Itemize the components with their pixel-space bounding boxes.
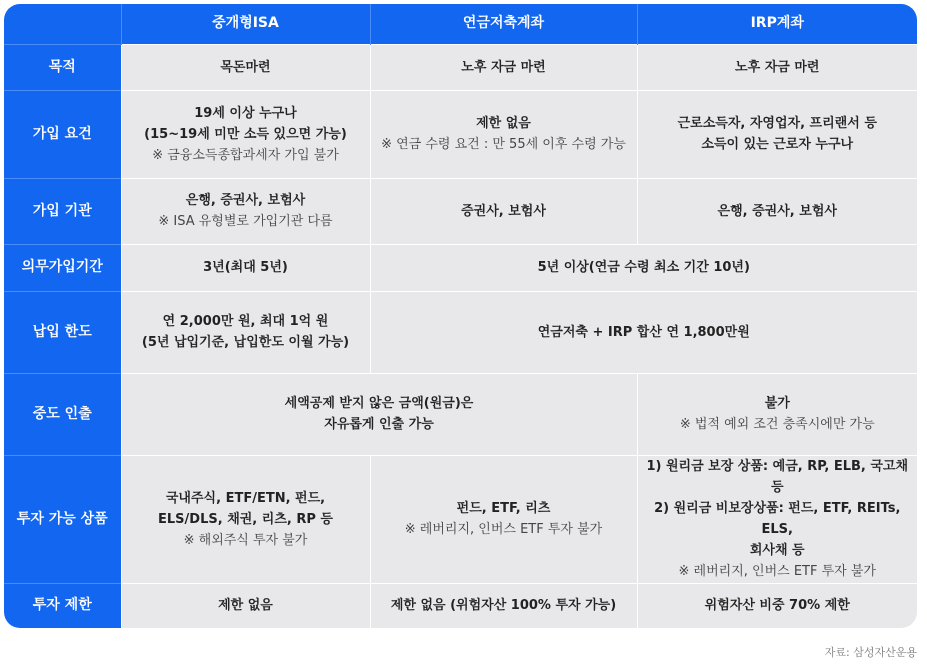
cell-note: ※ 레버리지, 인버스 ETF 투자 불가 [404,522,603,537]
cell [121,178,370,244]
cell [121,44,370,90]
row-withdrawal [4,373,917,455]
cell [121,583,370,628]
cell [370,583,637,628]
cell [121,244,370,291]
cell-text: 회사채 등 [749,543,805,558]
cell [637,44,917,90]
cell-text: 제한 없음 (위험자산 100% 투자 가능) [390,598,617,614]
header-corner [4,4,121,44]
cell-text: 노후 자금 마련 [735,59,820,75]
row-purpose [4,44,917,90]
header-pension-savings: 연금저축계좌 [370,4,637,44]
cell [370,44,637,90]
header-row [4,4,917,44]
cell [121,291,370,373]
cell-note: ※ ISA 유형별로 가입기관 다름 [158,214,333,229]
row-contribution-limit [4,291,917,373]
cell-text: 위험자산 비중 70% 제한 [704,598,850,614]
account-comparison-table [4,4,917,628]
cell-text: 연 2,000만 원, 최대 1억 원 [162,314,329,329]
cell [637,90,917,178]
cell-text: 은행, 증권사, 보험사 [717,203,837,219]
row-label: 의무가입기간 [4,244,121,291]
source-note: 자료: 삼성자산운용 [824,646,917,659]
cell [121,90,370,178]
cell-note: ※ 금융소득종합과세자 가입 불가 [152,147,339,163]
cell-note: ※ 법적 예외 조건 충족시에만 가능 [679,417,875,432]
cell [121,455,370,583]
cell-text: 1) 원리금 보장 상품: 예금, RP, ELB, 국고채 등 [646,459,909,495]
cell-text: 3년(최대 5년) [203,260,288,275]
row-investable-products [4,455,917,583]
row-mandatory-period [4,244,917,291]
cell-note: ※ 연금 수령 요건 : 만 55세 이후 수령 가능 [381,137,626,152]
cell-text: 19세 이상 누구나 [194,105,297,121]
row-label: 투자 가능 상품 [4,455,121,583]
cell-text: (15~19세 미만 소득 있으면 가능) [144,126,347,142]
cell-text: 자유롭게 인출 가능 [324,417,434,432]
cell-text: 소득이 있는 근로자 누구나 [701,137,854,152]
row-label: 투자 제한 [4,583,121,628]
cell-text: 국내주식, ETF/ETN, 펀드, [165,490,326,506]
row-label: 납입 한도 [4,291,121,373]
cell-text: 은행, 증권사, 보험사 [185,193,306,208]
row-label: 가입 기관 [4,178,121,244]
cell [637,178,917,244]
row-investment-limit [4,583,917,628]
cell [370,178,637,244]
cell-merged [121,373,637,455]
row-label: 가입 요건 [4,90,121,178]
cell-text: 연금저축 + IRP 합산 연 1,800만원 [537,324,750,340]
cell-text: 세액공제 받지 않은 금액(원금)은 [284,396,474,411]
cell-merged [370,291,917,373]
header-irp: IRP계좌 [637,4,917,44]
comparison-table-container [4,4,917,628]
cell [370,90,637,178]
row-label: 중도 인출 [4,373,121,455]
cell-text: 펀드, ETF, 리츠 [456,501,551,516]
cell-text: 증권사, 보험사 [461,203,546,219]
cell-note: ※ 레버리지, 인버스 ETF 투자 불가 [678,564,876,579]
cell-merged [370,244,917,291]
cell [370,455,637,583]
cell-text: 제한 없음 [476,116,531,131]
cell-note: ※ 해외주식 투자 불가 [183,532,308,548]
cell-text: ELS/DLS, 채권, 리츠, RP 등 [158,511,333,527]
cell [637,583,917,628]
cell-text: 5년 이상(연금 수령 최소 기간 10년) [537,260,750,275]
cell-text: 목돈마련 [220,59,271,75]
header-isa: 중개형ISA [121,4,370,44]
cell-text: 근로소득자, 자영업자, 프리랜서 등 [677,116,877,131]
cell-text: 제한 없음 [218,598,273,614]
row-institution [4,178,917,244]
row-label: 목적 [4,44,121,90]
cell-text: 노후 자금 마련 [461,59,546,75]
cell [637,455,917,583]
row-eligibility [4,90,917,178]
cell-text: (5년 납입기준, 납입한도 이월 가능) [141,335,350,350]
cell-text: 불가 [764,396,790,411]
cell [637,373,917,455]
cell-text: 2) 원리금 비보장상품: 펀드, ETF, REITs, ELS, [654,501,901,537]
